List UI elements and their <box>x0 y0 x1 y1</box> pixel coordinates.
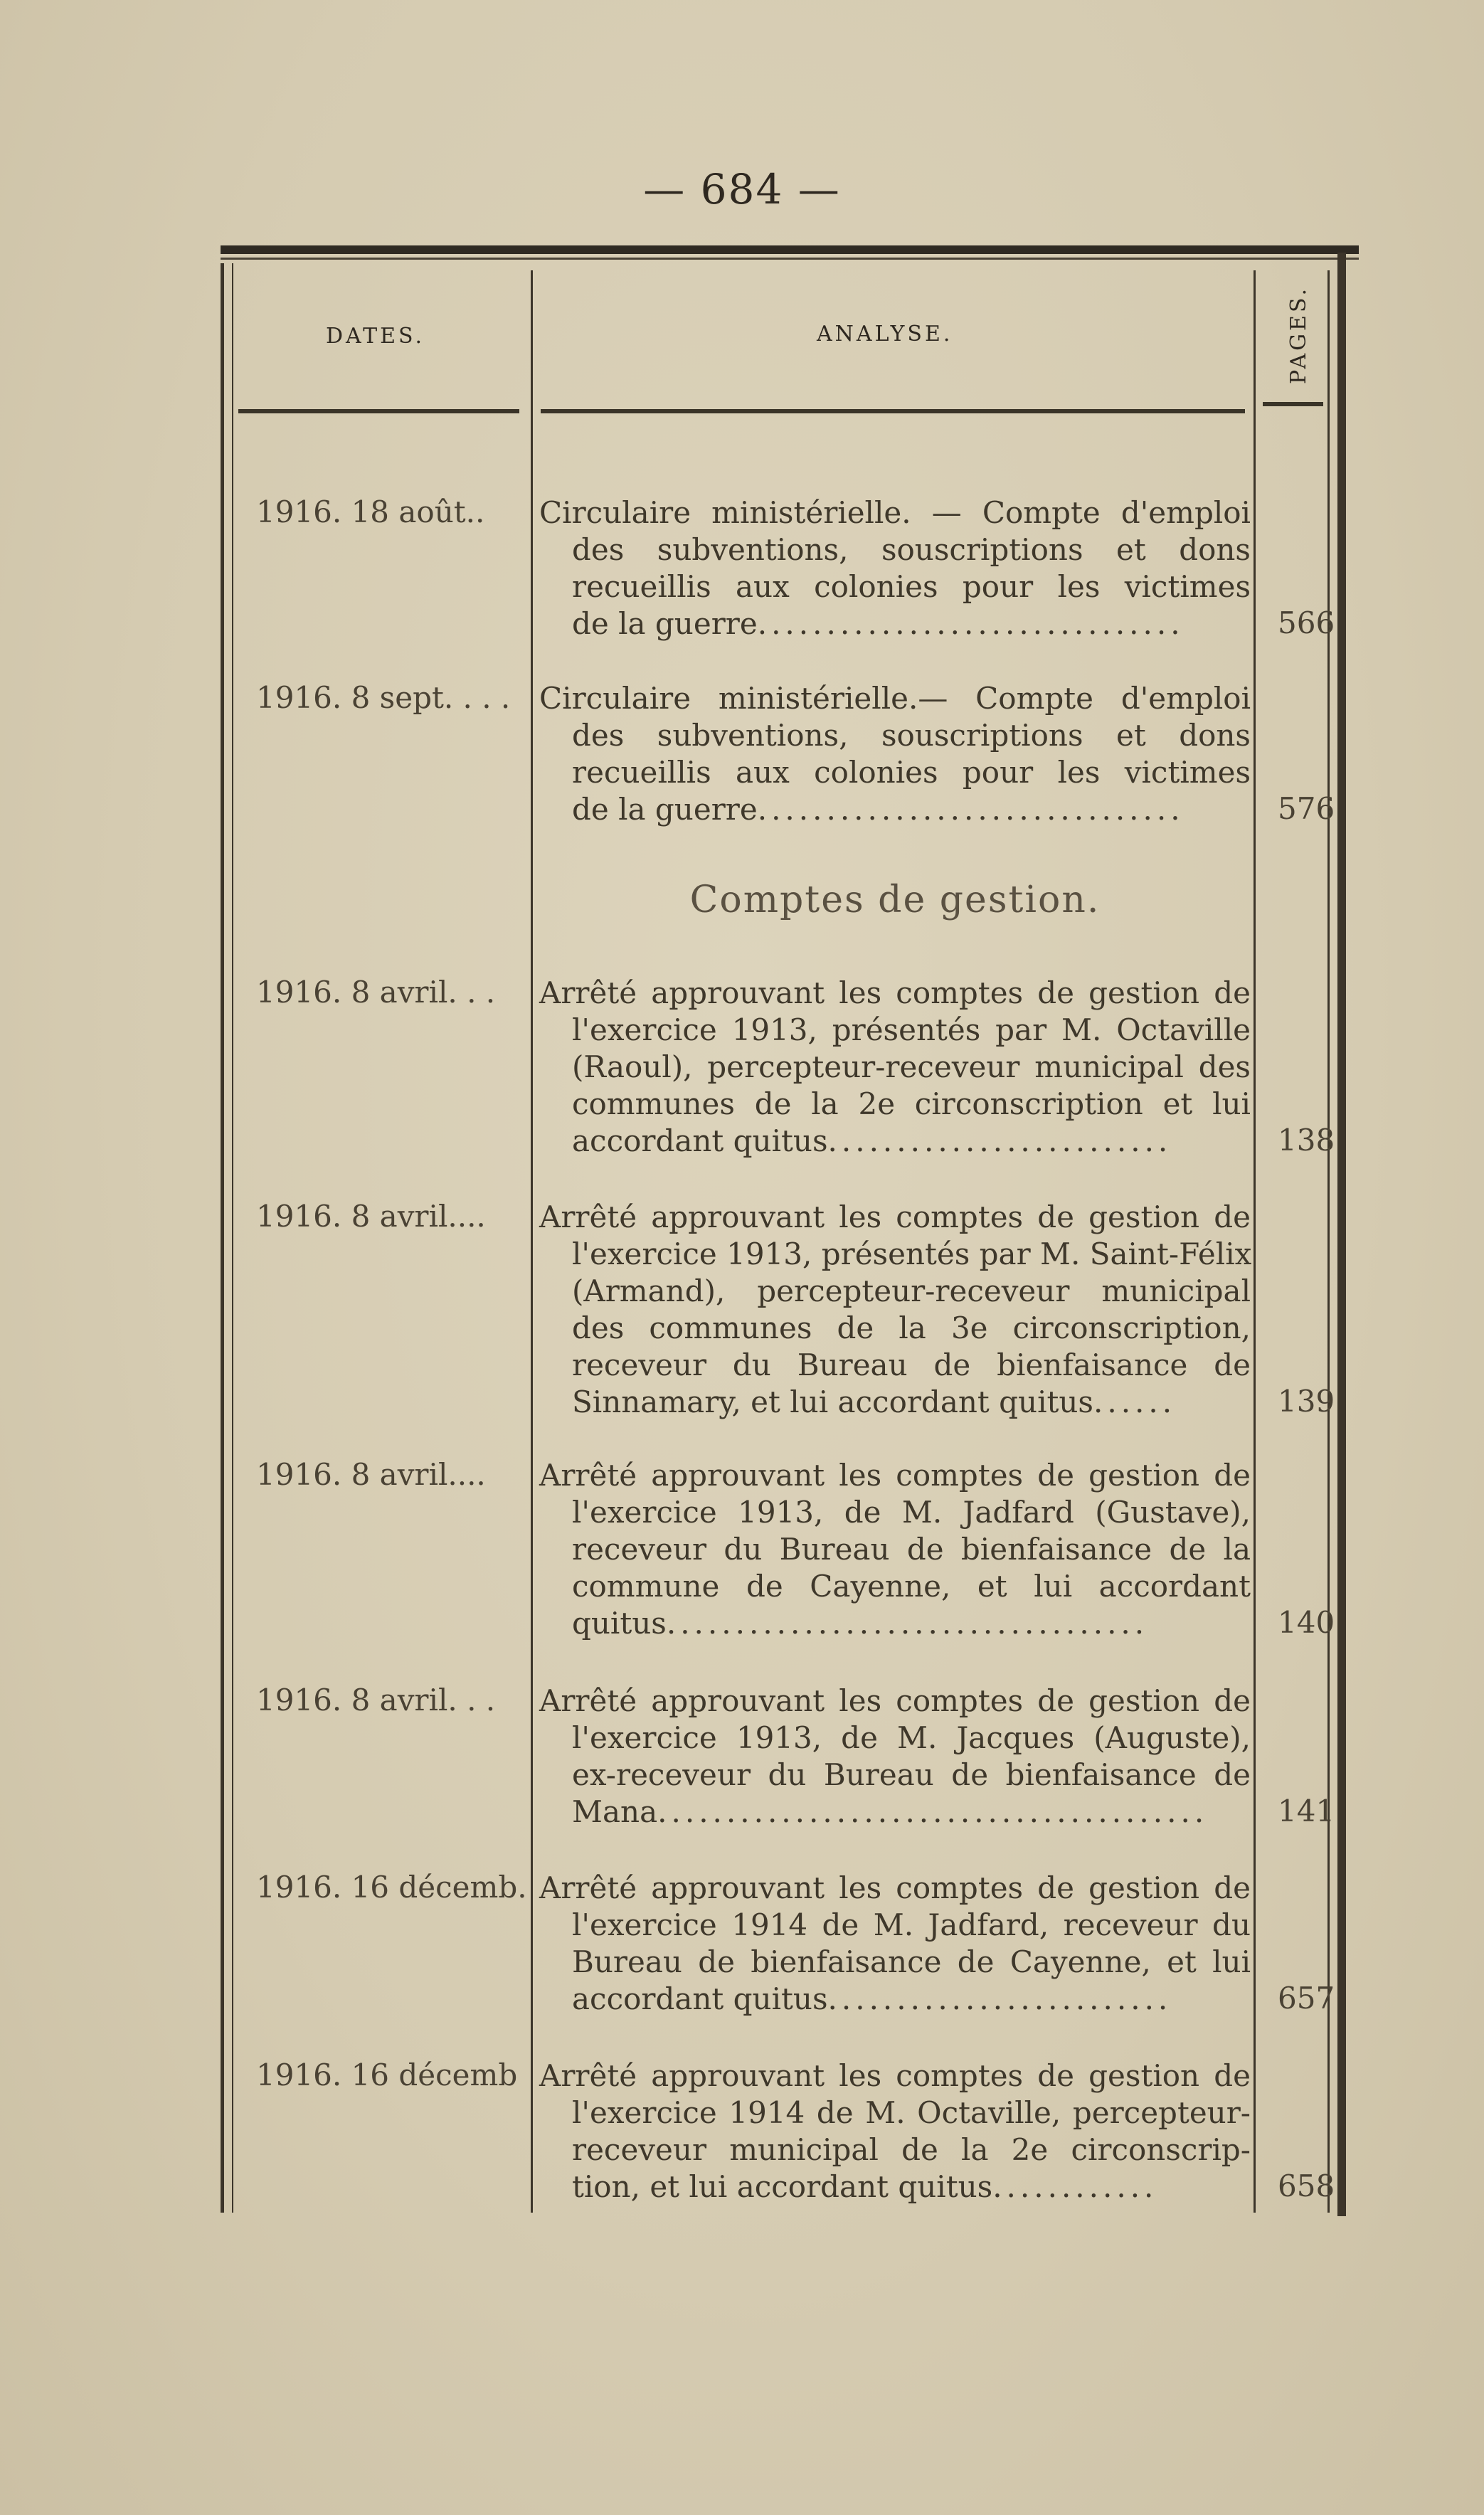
entry-page: 140 <box>1278 1605 1335 1640</box>
entry-date: 1916. 18 août.. <box>256 494 485 529</box>
entry-analysis <box>539 494 1251 642</box>
entry-date: 1916. 16 décemb <box>256 2058 518 2092</box>
entry-page: 141 <box>1278 1794 1335 1828</box>
analysis-line: des subventions, souscriptions et dons <box>572 718 1251 753</box>
entry-date: 1916. 8 avril.... <box>256 1199 486 1234</box>
analysis-line: receveur du Bureau de bienfaisance de <box>572 1347 1251 1382</box>
table-left-inner-border <box>232 263 233 2213</box>
analysis-line: Sinnamary, et lui accordant quitus...... <box>572 1384 1177 1419</box>
header-underline-analyse <box>541 409 1245 413</box>
analysis-line: receveur municipal de la 2e circonscrip- <box>572 2132 1251 2167</box>
entry-page: 658 <box>1278 2169 1335 2203</box>
entry-analysis <box>539 975 1251 1160</box>
analysis-line: l'exercice 1913, présentés par M. Saint-Félix <box>572 1237 1252 1271</box>
analysis-line: recueillis aux colonies pour les victimes <box>572 569 1251 604</box>
analysis-line: communes de la 2e circonscription et lui <box>572 1086 1251 1121</box>
entry-analysis <box>539 1870 1251 2018</box>
analysis-line: quitus................................... <box>572 1606 1149 1641</box>
column-divider-dates <box>531 270 533 2213</box>
entry-analysis <box>539 680 1251 828</box>
header-underline-dates <box>238 409 519 413</box>
analysis-line: ex-receveur du Bureau de bienfaisance de <box>572 1757 1251 1792</box>
entry-date: 1916. 8 sept. . . . <box>256 680 511 715</box>
analysis-line: l'exercice 1914 de M. Octaville, percepteur- <box>572 2095 1251 2130</box>
header-analyse: ANALYSE. <box>817 322 953 346</box>
entry-analysis <box>539 1199 1251 1421</box>
analysis-line: receveur du Bureau de bienfaisance de la <box>572 1532 1251 1567</box>
entry-date: 1916. 8 avril.... <box>256 1457 486 1492</box>
analysis-line: l'exercice 1913, présentés par M. Octaville <box>572 1012 1251 1047</box>
entry-date: 1916. 16 décemb. <box>256 1870 527 1905</box>
analysis-line: Circulaire ministérielle.— Compte d'emploi <box>539 681 1251 716</box>
table-right-border <box>1337 253 1346 2216</box>
analysis-line: Arrêté approuvant les comptes de gestion de <box>539 1200 1251 1234</box>
analysis-line: (Armand), percepteur-receveur municipal <box>572 1274 1251 1308</box>
analysis-line: des communes de la 3e circonscription, <box>572 1311 1251 1345</box>
analysis-line: Circulaire ministérielle. — Compte d'emploi <box>539 495 1251 530</box>
entry-page: 138 <box>1278 1123 1335 1158</box>
analysis-line: de la guerre............................... <box>572 792 1184 827</box>
analysis-line: Mana........................................ <box>572 1794 1209 1829</box>
table-left-border <box>221 263 224 2213</box>
analysis-line: Bureau de bienfaisance de Cayenne, et lui <box>572 1944 1251 1979</box>
page-number: — 684 — <box>643 165 841 213</box>
analysis-line: Arrêté approuvant les comptes de gestion de <box>539 2058 1251 2093</box>
section-title: Comptes de gestion. <box>689 879 1101 921</box>
entry-page: 139 <box>1278 1384 1335 1419</box>
analysis-line: l'exercice 1913, de M. Jadfard (Gustave), <box>572 1495 1251 1530</box>
analysis-line: Arrêté approuvant les comptes de gestion de <box>539 975 1251 1010</box>
header-pages: PAGES. <box>1286 286 1311 384</box>
analysis-line: accordant quitus......................... <box>572 1123 1172 1158</box>
analysis-line: recueillis aux colonies pour les victimes <box>572 755 1251 790</box>
entry-page: 566 <box>1278 605 1335 640</box>
entry-analysis <box>539 1683 1251 1831</box>
analysis-line: tion, et lui accordant quitus............ <box>572 2169 1158 2204</box>
analysis-line: des subventions, souscriptions et dons <box>572 532 1251 567</box>
entry-analysis <box>539 1457 1251 1642</box>
entry-date: 1916. 8 avril. . . <box>256 975 496 1010</box>
analysis-line: l'exercice 1913, de M. Jacques (Auguste), <box>572 1720 1251 1755</box>
table-top-rule <box>221 245 1359 254</box>
analysis-line: Arrêté approuvant les comptes de gestion de <box>539 1870 1251 1905</box>
entry-date: 1916. 8 avril. . . <box>256 1683 496 1717</box>
analysis-line: commune de Cayenne, et lui accordant <box>572 1569 1251 1604</box>
table-top-thin-rule <box>221 258 1359 260</box>
table-right-inner-border <box>1327 270 1330 2213</box>
analysis-line: accordant quitus......................... <box>572 1981 1172 2016</box>
entry-page: 576 <box>1278 791 1335 826</box>
analysis-line: Arrêté approuvant les comptes de gestion de <box>539 1458 1251 1493</box>
header-dates: DATES. <box>326 324 425 349</box>
analysis-line: Arrêté approuvant les comptes de gestion de <box>539 1683 1251 1718</box>
entry-analysis <box>539 2058 1251 2206</box>
analysis-line: l'exercice 1914 de M. Jadfard, receveur du <box>572 1907 1251 1942</box>
analysis-line: de la guerre............................... <box>572 606 1184 641</box>
analysis-line: (Raoul), percepteur-receveur municipal des <box>572 1049 1251 1084</box>
entry-page: 657 <box>1278 1981 1335 2016</box>
column-divider-pages <box>1254 270 1256 2213</box>
header-underline-pages <box>1263 402 1323 406</box>
